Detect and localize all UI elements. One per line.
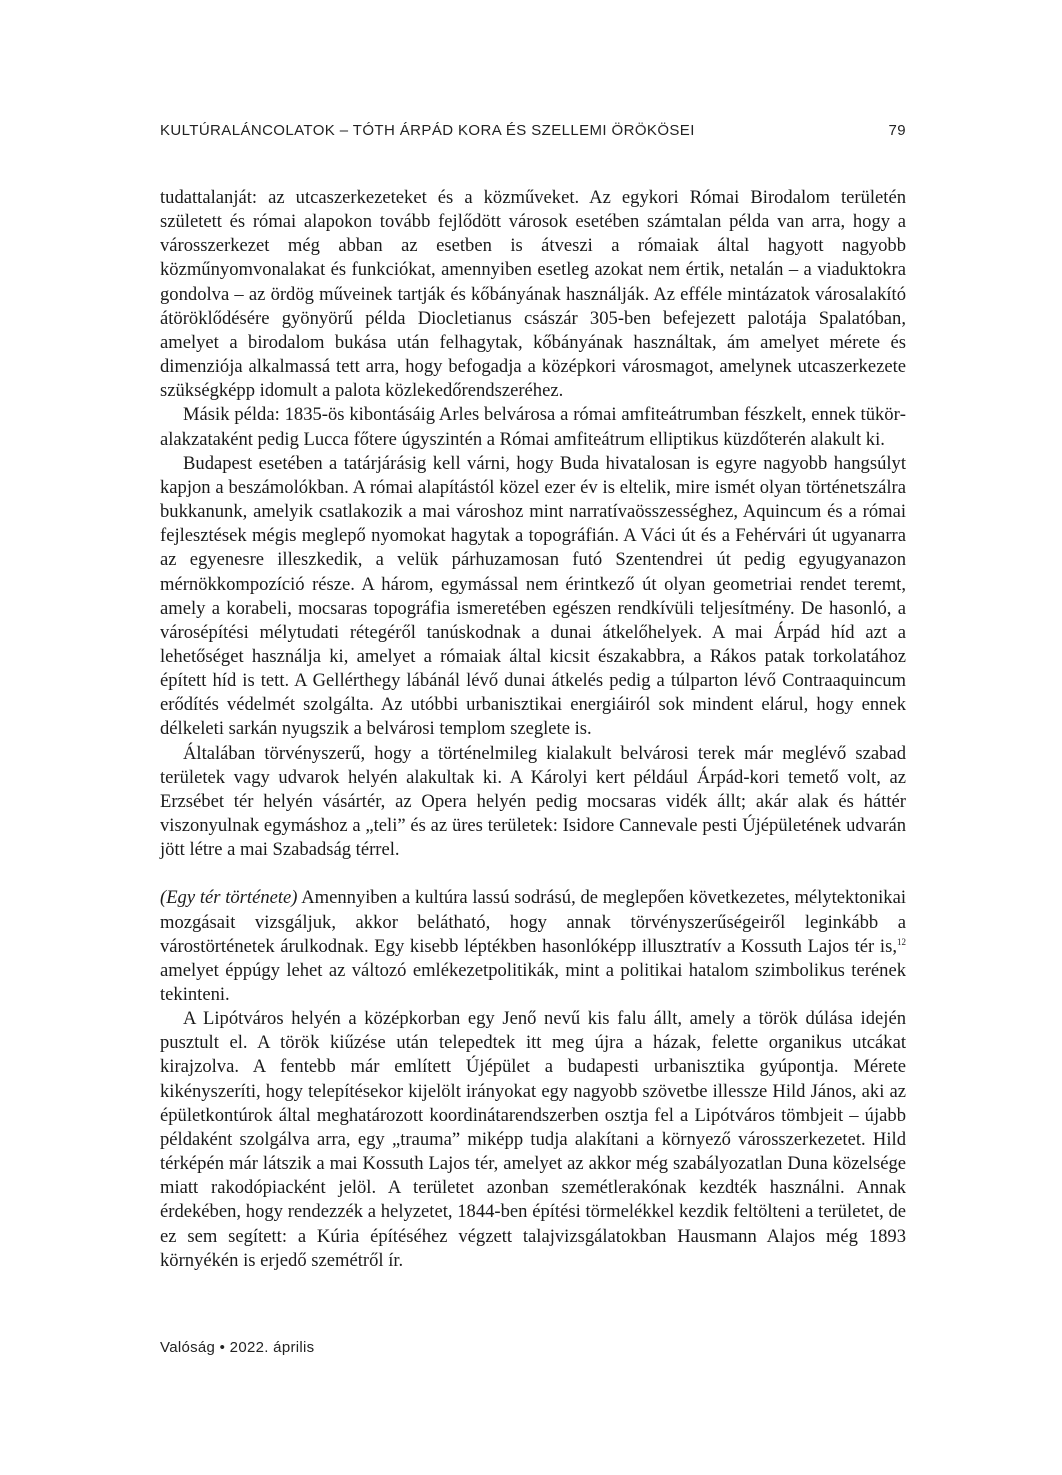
footer: Valóság • 2022. április — [160, 1339, 315, 1356]
paragraph: tudattalanját: az utcaszerkezeteket és a közműveket. Az egykori Római Birodalom területén született és római alapokon tovább fejlődött városok esetében számtalan példa van arra, hogy a városszerkezet még abban az esetben is átveszi a rómaiak által hagyott nagyobb közműnyomvonalakat és funkciókat, amennyiben esetleg azokat nem értik, netalán – a viaduktokra gondolva – az ördög műveinek tartják és kőbányának használják. Az efféle mintázatok városalakító átöröklődésére gyönyörű példa Diocletianus császár 305-ben befejezett palotája Spalatóban, amelyet a birodalom bukása után felhagytak, kőbányának használtak, ám amelyet mérete és dimenziója alkalmassá tett arra, hogy befogadja a középkori városmagot, amelynek utcaszerkezete szükségképp idomult a palota közlekedőrendszeréhez. — [160, 187, 906, 402]
running-title: KULTÚRALÁNCOLATOK – TÓTH ÁRPÁD KORA ÉS SZELLEMI ÖRÖKÖSEI — [160, 122, 695, 139]
paragraph: Másik példa: 1835-ös kibontásáig Arles belvárosa a római amfiteátrumban fészkelt, ennek tüköralakzataként pedig Lucca főtere úgyszintén a Római amfiteátrum elliptikus küzdőterén alakult ki. — [160, 404, 906, 450]
section-paragraph — [160, 886, 906, 1007]
paragraph-text: amelyet éppúgy lehet az változó emlékezetpolitikák, mint a politikai hatalom szimbolikus terének tekinteni. — [160, 959, 906, 1005]
page-number: 79 — [888, 122, 906, 139]
paragraph: A Lipótváros helyén a középkorban egy Jenő nevű kis falu állt, amely a török dúlása idején pusztult el. A török kiűzése után telepedtek itt meg újra a házak, felette organikus utcákat kirajzolva. A fentebb már említett Újépület a budapesti urbanisztika gyúpontja. Mérete kikényszeríti, hogy telepítésekor kijelölt irányokat egy nagyobb szövetbe illessze Hild János, aki az épületkontúrok által meghatározott koordinátarendszerben osztja fel a Lipótváros tömbjeit – újabb példaként szolgálva arra, egy „trauma” miképp tudja alakítani a környező városszerkezetet. Hild térképén már látszik a mai Kossuth Lajos tér, amelyet az akkor még szabályozatlan Duna közelsége miatt rakodópiacként jelöl. A területet azonban szemétlerakónak kezdték használni. Annak érdekében, hogy rendezzék a helyzetet, 1844-ben építési törmelékkel kezdik feltölteni a területet, de ez sem segített: a Kúria építéséhez végzett talajvizsgálatokban Hausmann Alajos még 1893 környékén is erjedő szemétről ír. — [160, 1008, 906, 1271]
paragraph-text: Amennyiben a kultúra lassú sodrású, de meglepően következetes, mélytektonikai mozgásait vizsgáljuk, akkor belátható, hogy annak törvényszerűségeiről leginkább a várostörténetek árulkodnak. Egy kisebb léptékben hasonlóképp illusztratív a Kossuth Lajos tér is, — [160, 887, 906, 957]
footnote-marker[interactable]: 12 — [897, 936, 906, 947]
article-body — [160, 186, 906, 1273]
paragraph: Általában törvényszerű, hogy a történelmileg kialakult belvárosi terek már meglévő szabad területek vagy udvarok helyén alakultak ki. A Károlyi kert például Árpád-kori temető volt, az Erzsébet tér helyén vásártér, az Opera helyén pedig mocsaras vidék állt; akár alak és háttér viszonyulnak egymáshoz a „teli” és az üres területek: Isidore Cannevale pesti Újépületének udvarán jött létre a mai Szabadság térrel. — [160, 742, 906, 861]
section-lead: (Egy tér története) — [160, 887, 298, 909]
paragraph: Budapest esetében a tatárjárásig kell várni, hogy Buda hivatalosan is egyre nagyobb hangsúlyt kapjon a beszámolókban. A római alapítástól közel ezer év is eltelik, mire ismét olyan történetszálra bukkanunk, amelyik csatlakozik a mai városhoz mint narratívaösszességhez, Aquincum és a római fejlesztések mégis meglepő nyomokat hagytak a topográfián. A Váci út és a Fehérvári út ugyanarra az egyenesre illeszkedik, a velük párhuzamosan futó Szentendrei út pedig egyugyanazon mérnökkompozíció része. A három, egymással nem érintkező út olyan geometriai rendet teremt, amely a korabeli, mocsaras topográfia ismeretében egészen rendkívüli teljesítmény. De hasonló, a városépítési mélytudati rétegéről tanúskodnak a dunai átkelőhelyek. A mai Árpád híd azt a lehetőséget használja ki, amelyet a rómaiak által kicsit északabbra, a Rákos patak torkolatához épített híd is tett. A Gellérthegy lábánál lévő dunai átkelés pedig a túlparton lévő Contraaquincum erődítés védelmét szolgálta. Az utóbbi urbanisztikai energiáiról sok mindent elárul, hogy ennek délkeleti sarkán nyugszik a belvárosi templom szeglete is. — [160, 452, 906, 740]
